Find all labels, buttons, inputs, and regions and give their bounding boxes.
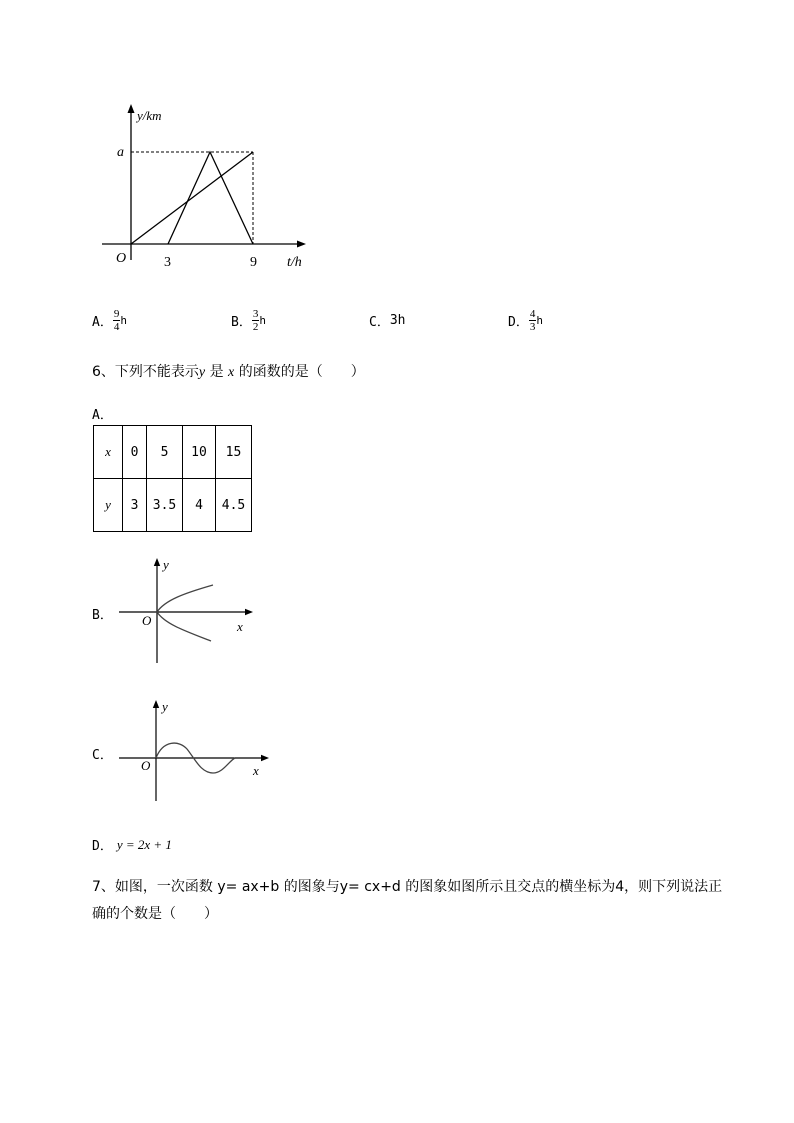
option-d-fraction [529,308,537,333]
table-cell: 4.5 [216,479,252,532]
option-b-numerator: 3 [252,307,259,320]
option-b-unit: h [259,313,266,327]
origin-label: O [116,251,127,266]
table-cell: 5 [147,426,183,479]
question-7-line-1: 7、如图，一次函数 y= ax+b 的图象与y= cx+d 的图象如图所示且交点的横坐标为4，则下列说法正 [92,879,723,895]
option-d-unit: h [536,313,543,327]
y-axis-label: y/km [137,108,162,123]
option-d-numerator: 4 [529,307,536,320]
a-label: a [117,145,124,160]
table-cell: 10 [183,426,216,479]
table-row-y [94,479,252,532]
table-cell: 3.5 [147,479,183,532]
table-cell: 15 [216,426,252,479]
option-a-numerator: 9 [113,307,120,320]
q6-number: 6、 [92,364,115,380]
travel-graph [95,100,315,275]
option-b-letter: B． [231,314,252,330]
question-6-stem [92,361,365,381]
option-c-text: 3h [389,312,406,328]
table-header-x: x [94,426,123,479]
graph-c-x-label: x [253,763,259,778]
graph-c-y-label: y [162,699,168,714]
graph-c-origin: O [141,758,151,773]
q6-y-var: y [198,365,206,380]
q6-option-b-letter[interactable]: B． [92,608,113,623]
option-d-denominator: 3 [529,320,536,333]
parabola-curve [157,585,213,641]
option-c[interactable] [369,304,405,336]
option-b-fraction [252,308,260,333]
option-a-denominator: 4 [113,320,120,333]
x-axis-arrow [297,241,306,248]
tick-3-label: 3 [164,255,171,270]
q6-option-a-letter[interactable]: A． [92,408,113,423]
x-axis-label: t/h [287,255,302,270]
q6-option-d-expression: y = 2x + 1 [116,836,172,852]
option-a[interactable] [92,304,127,336]
option-a-fraction [113,308,121,333]
option-b-denominator: 2 [252,320,259,333]
option-c-letter: C． [369,314,390,330]
q6-x-var: x [228,365,235,380]
q6-text-3: 的函数的是（ ） [234,364,365,380]
table-header-y: y [94,479,123,532]
option-a-letter: A． [92,314,113,330]
table-cell: 3 [123,479,147,532]
option-d-letter: D． [508,314,529,330]
graph-b-x-label: x [237,619,243,634]
q6-option-c-letter[interactable]: C． [92,748,113,763]
graph-sine-wave [115,697,275,805]
line-triangle [168,152,253,244]
q6-option-d-letter: D． [92,839,113,854]
table-cell: 4 [183,479,216,532]
graph-sideways-parabola [115,555,260,667]
line-origin-to-a [131,152,253,244]
graph-b-y-label: y [163,557,169,572]
value-table [93,425,252,532]
option-b[interactable] [231,304,266,336]
option-a-unit: h [120,313,127,327]
q6-text-1: 下列不能表示 [114,364,199,380]
q6-text-2: 是 [205,364,229,380]
table-row-x [94,426,252,479]
y-axis-arrow [128,104,135,113]
tick-9-label: 9 [250,255,257,270]
graph-b-origin: O [142,613,152,628]
table-cell: 0 [123,426,147,479]
q6-option-d[interactable] [92,835,172,854]
option-d[interactable] [508,304,543,336]
question-7-line-2: 确的个数是（ ） [92,906,218,922]
